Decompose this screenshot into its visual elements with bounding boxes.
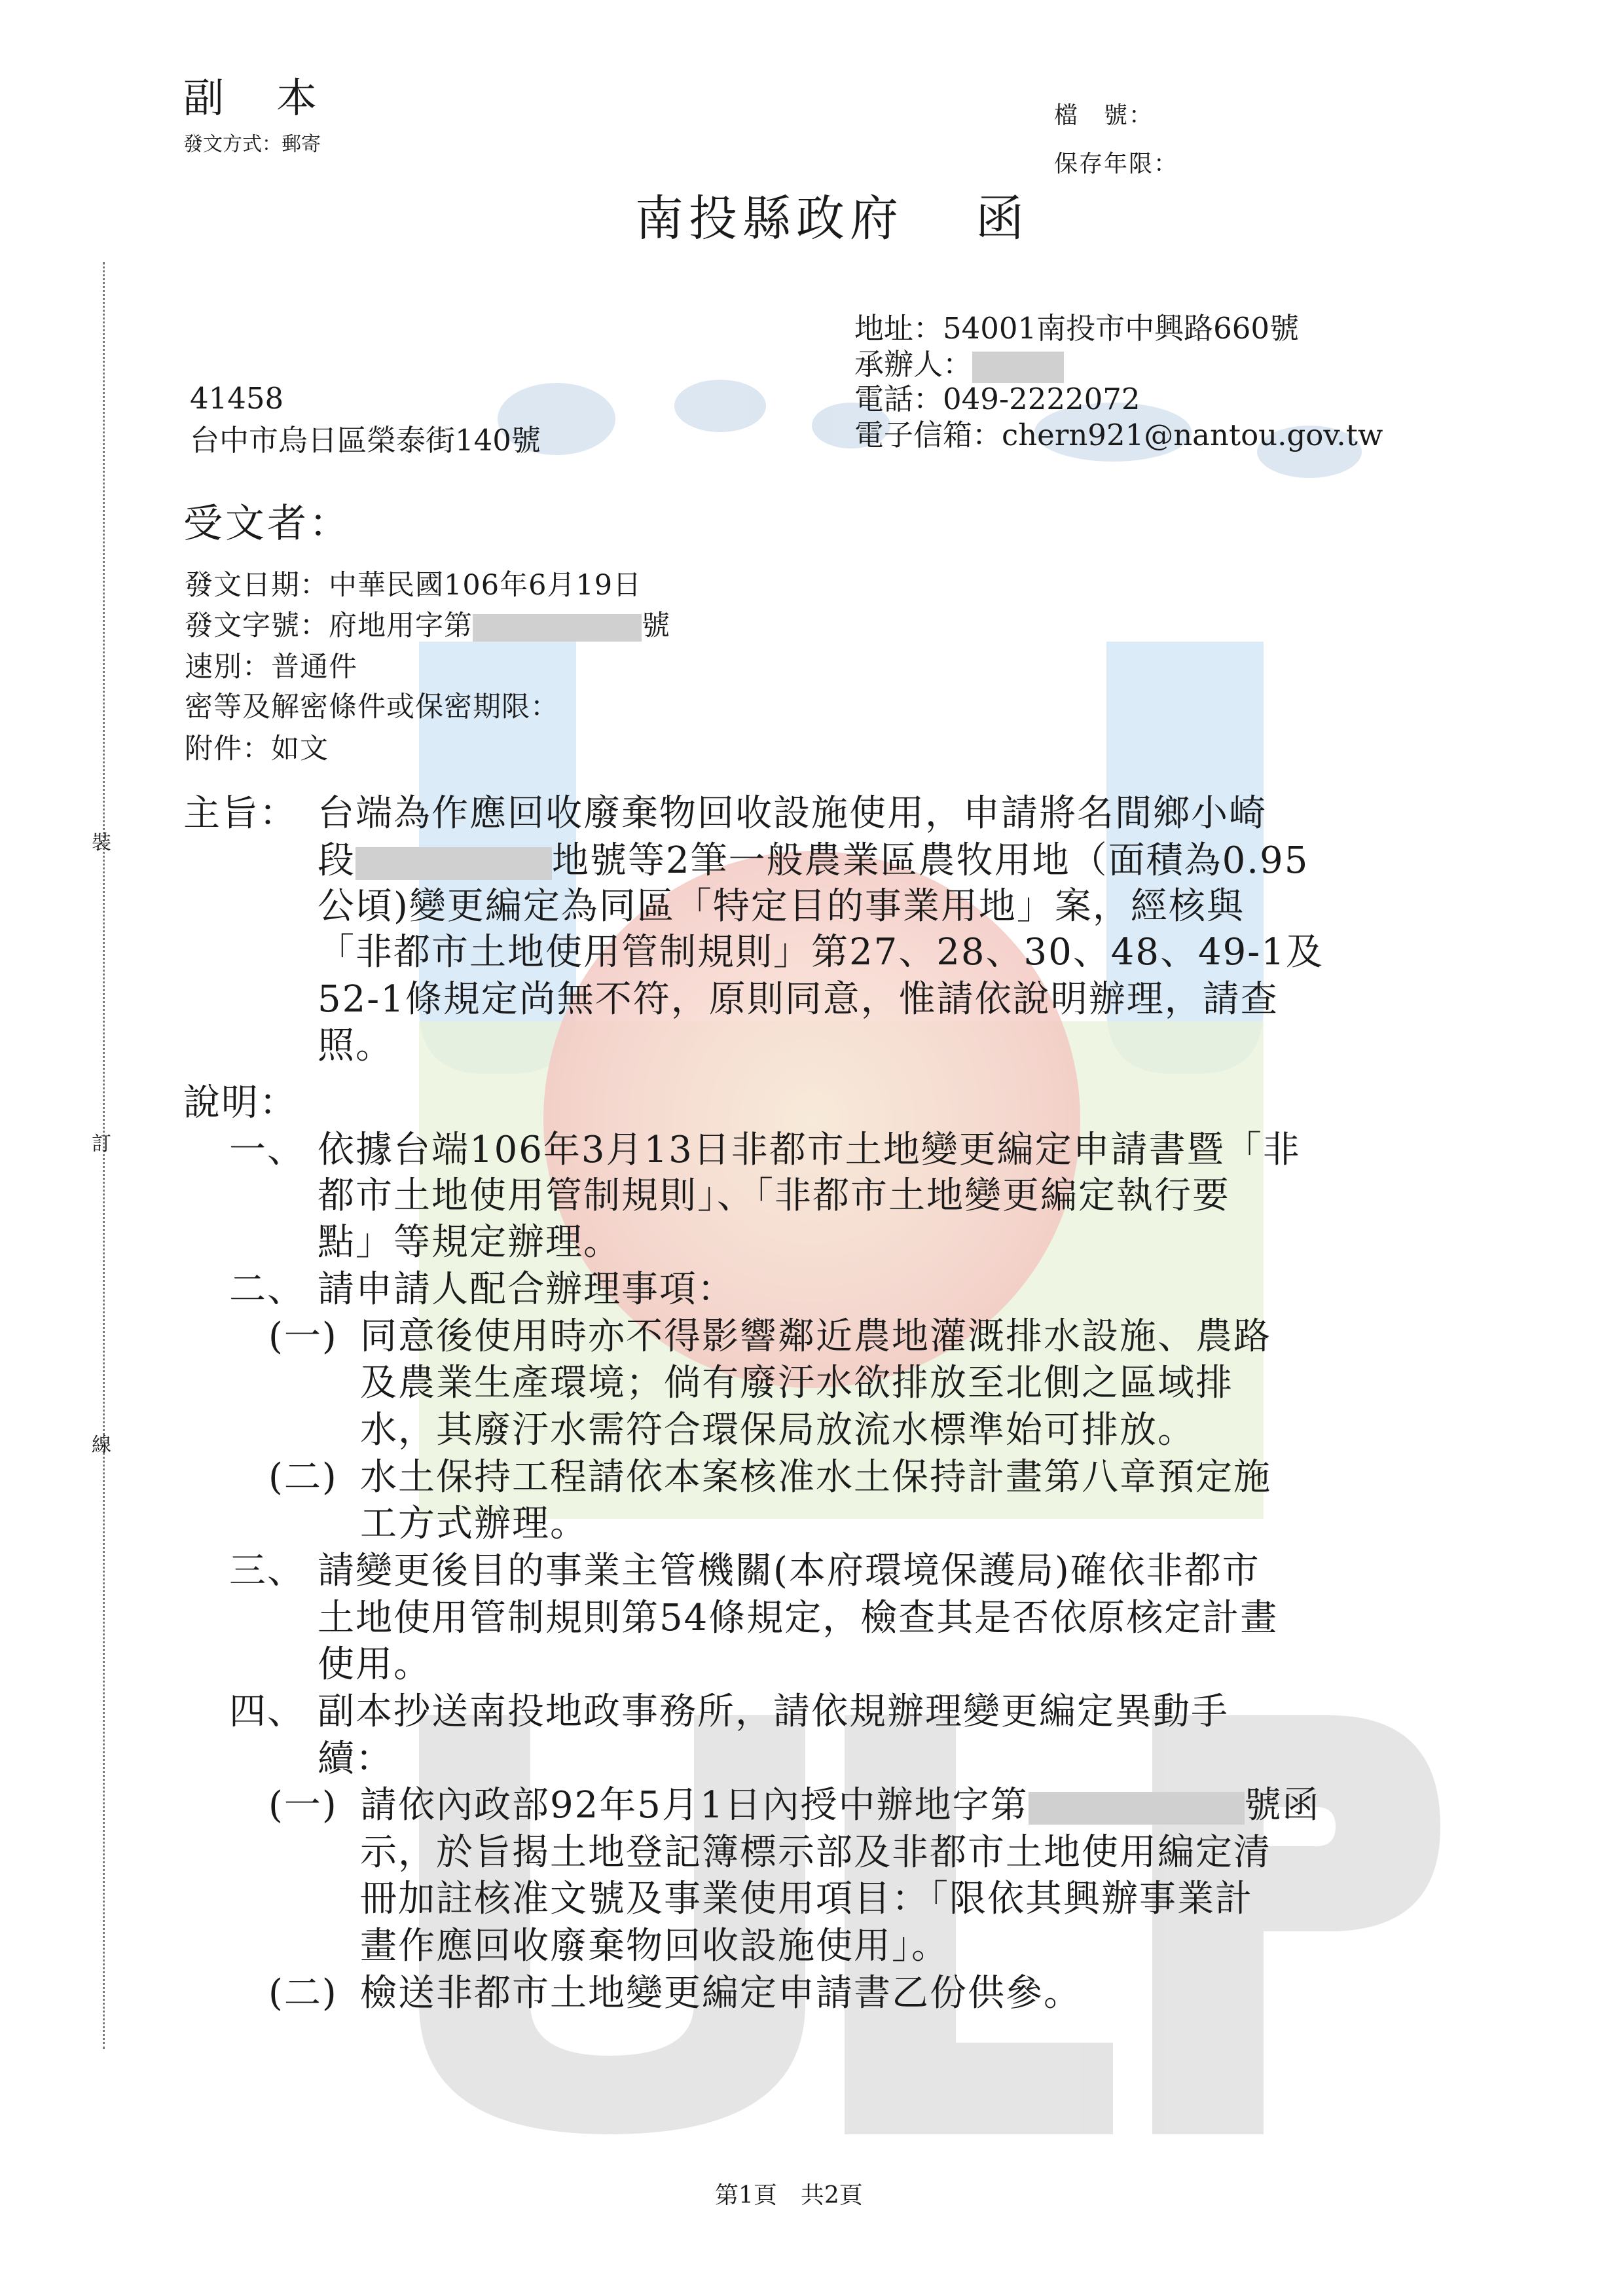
subject-line-4: 「非都市土地使用管制規則」第27、28、30、48、49-1及 bbox=[318, 931, 1324, 974]
item4-1-number: (一) bbox=[268, 1784, 338, 1827]
item2-2-number: (二) bbox=[268, 1456, 338, 1499]
redaction-ministry-ref bbox=[1029, 1792, 1245, 1825]
recipient-address: 台中市烏日區榮泰街140號 bbox=[190, 423, 541, 458]
reference-suffix: 號 bbox=[642, 610, 670, 642]
item3-line-2: 土地使用管制規則第54條規定，檢查其是否依原核定計畫 bbox=[318, 1597, 1279, 1639]
file-number-label: 檔 號： bbox=[1054, 102, 1154, 129]
item4-1-line-3: 冊加註核准文號及事業使用項目：「限依其興辦事業計 bbox=[360, 1878, 1253, 1920]
speed-category: 速別：普通件 bbox=[185, 651, 357, 683]
item4-1-line-4: 畫作應回收廢棄物回收設施使用」。 bbox=[360, 1925, 949, 1967]
item4-line-1: 副本抄送南投地政事務所，請依規辦理變更編定異動手 bbox=[318, 1690, 1229, 1733]
send-method: 發文方式：郵寄 bbox=[183, 133, 321, 156]
recipient-zip: 41458 bbox=[190, 381, 284, 416]
item1-line-3: 點」等規定辦理。 bbox=[318, 1221, 621, 1264]
item4-1-line-2: 示，於旨揭土地登記簿標示部及非都市土地使用編定清 bbox=[360, 1831, 1271, 1874]
item4-1-line-1a: 請依內政部92年5月1日內授中辦地字第 bbox=[360, 1784, 1029, 1827]
reference-prefix: 發文字號：府地用字第 bbox=[185, 610, 473, 642]
subject-line-6: 照。 bbox=[318, 1025, 393, 1067]
subject-line-3: 公頃)變更編定為同區「特定目的事業用地」案，經核與 bbox=[318, 885, 1245, 928]
subject-line-2b: 地號等2筆一般農業區農牧用地（面積為0.95 bbox=[552, 839, 1309, 882]
explanation-label: 說明： bbox=[183, 1082, 297, 1124]
subject-line-2 bbox=[318, 831, 1309, 884]
item4-line-2: 續： bbox=[318, 1738, 393, 1780]
item4-1-line-1b: 號函 bbox=[1244, 1784, 1321, 1827]
handler-label: 承辦人： bbox=[854, 347, 973, 382]
subject-label: 主旨： bbox=[183, 792, 297, 835]
item3-number: 三、 bbox=[229, 1550, 305, 1592]
reference-number bbox=[185, 604, 670, 644]
sender-phone: 電話：049-2222072 bbox=[854, 382, 1140, 416]
attachment: 附件：如文 bbox=[185, 733, 329, 765]
item2-1-line-3: 水，其廢汙水需符合環保局放流水標準始可排放。 bbox=[360, 1409, 1195, 1451]
binding-mark-1: 裝 bbox=[92, 831, 111, 854]
item2-line-1: 請申請人配合辦理事項： bbox=[318, 1268, 735, 1311]
subject-line-2a: 段 bbox=[318, 839, 356, 882]
item2-2-line-2: 工方式辦理。 bbox=[360, 1503, 588, 1545]
recipient-label: 受文者： bbox=[183, 501, 351, 547]
copy-label: 副本 bbox=[183, 74, 370, 122]
item1-line-2: 都市土地使用管制規則」、「非都市土地變更編定執行要 bbox=[318, 1175, 1230, 1217]
title-type: 函 bbox=[976, 191, 1029, 247]
sender-email: 電子信箱：chern921@nantou.gov.tw bbox=[854, 418, 1383, 452]
item2-2-line-1: 水土保持工程請依本案核准水土保持計畫第八章預定施 bbox=[360, 1456, 1271, 1499]
item2-1-number: (一) bbox=[268, 1315, 338, 1358]
item3-line-3: 使用。 bbox=[318, 1643, 431, 1686]
keep-years-label: 保存年限： bbox=[1054, 151, 1179, 177]
item4-2-number: (二) bbox=[268, 1972, 338, 2014]
redaction-reference bbox=[473, 614, 642, 642]
item2-1-line-2: 及農業生產環境；倘有廢汙水欲排放至北側之區域排 bbox=[360, 1362, 1233, 1404]
issue-date: 發文日期：中華民國106年6月19日 bbox=[185, 569, 642, 602]
redaction-land-section bbox=[356, 847, 552, 880]
item4-1-line-1 bbox=[360, 1776, 1321, 1829]
item3-line-1: 請變更後目的事業主管機關(本府環境保護局)確依非都市 bbox=[318, 1550, 1260, 1592]
binding-mark-3: 線 bbox=[92, 1434, 111, 1457]
item1-line-1: 依據台端106年3月13日非都市土地變更編定申請書暨「非 bbox=[318, 1129, 1301, 1171]
sender-address: 地址：54001南投市中興路660號 bbox=[854, 311, 1300, 346]
subject-line-5: 52-1條規定尚無不符，原則同意，惟請依說明辦理，請查 bbox=[318, 978, 1279, 1021]
item4-2-line-1: 檢送非都市土地變更編定申請書乙份供參。 bbox=[360, 1972, 1082, 2014]
subject-line-1: 台端為作應回收廢棄物回收設施使用，申請將名間鄉小崎 bbox=[318, 792, 1267, 835]
binding-mark-2: 訂 bbox=[92, 1133, 111, 1156]
item4-number: 四、 bbox=[229, 1690, 305, 1733]
item2-1-line-1: 同意後使用時亦不得影響鄰近農地灌溉排水設施、農路 bbox=[360, 1315, 1271, 1358]
item1-number: 一、 bbox=[229, 1129, 305, 1171]
title-agency: 南投縣政府 bbox=[635, 191, 903, 247]
secrecy-level: 密等及解密條件或保密期限： bbox=[185, 691, 559, 723]
item2-number: 二、 bbox=[229, 1268, 305, 1311]
document-title bbox=[635, 180, 1029, 249]
page-number: 第1頁 共2頁 bbox=[715, 2182, 863, 2209]
